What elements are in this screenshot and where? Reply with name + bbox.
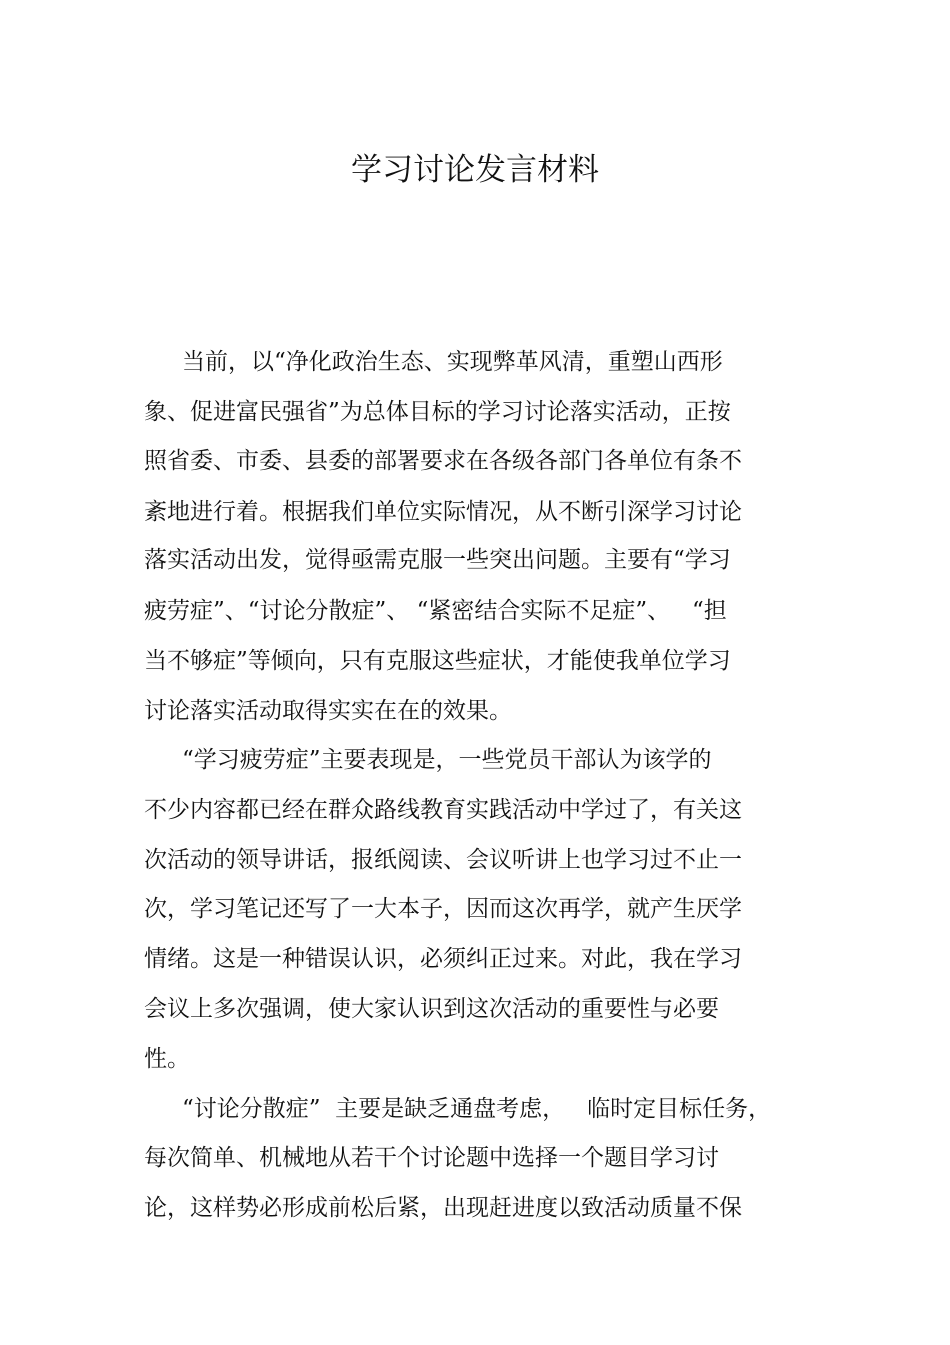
body-line: 当不够症”等倾向，只有克服这些症状，才能使我单位学习 [144, 648, 731, 674]
body-line: 次活动的领导讲话，报纸阅读、会议听讲上也学习过不止一 [144, 847, 742, 873]
body-line: “讨论分散症” 主要是缺乏通盘考虑， 临时定目标任务， [182, 1096, 772, 1122]
body-line: 会议上多次强调，使大家认识到这次活动的重要性与必要 [144, 996, 719, 1022]
body-line: 照省委、市委、县委的部署要求在各级各部门各单位有条不 [144, 448, 742, 474]
body-line: 论，这样势必形成前松后紧，出现赶进度以致活动质量不保 [144, 1195, 742, 1221]
body-line: 疲劳症”、“讨论分散症”、 “紧密结合实际不足症”、 “担 [144, 598, 727, 624]
body-line: 每次简单、机械地从若干个讨论题中选择一个题目学习讨 [144, 1145, 719, 1171]
body-line: 不少内容都已经在群众路线教育实践活动中学过了，有关这 [144, 797, 742, 823]
body-line: 次，学习笔记还写了一大本子，因而这次再学，就产生厌学 [144, 896, 742, 922]
body-line: “学习疲劳症”主要表现是，一些党员干部认为该学的 [182, 747, 712, 773]
document-title: 学习讨论发言材料 [351, 152, 599, 188]
body-line: 讨论落实活动取得实实在在的效果。 [144, 698, 512, 724]
body-line: 象、促进富民强省”为总体目标的学习讨论落实活动，正按 [144, 399, 731, 425]
body-line: 落实活动出发，觉得亟需克服一些突出问题。主要有“学习 [144, 547, 731, 573]
body-line: 性。 [144, 1046, 190, 1072]
body-line: 紊地进行着。根据我们单位实际情况，从不断引深学习讨论 [144, 499, 742, 525]
body-line: 情绪。这是一种错误认识，必须纠正过来。对此，我在学习 [144, 946, 742, 972]
body-line: 当前，以“净化政治生态、实现弊革风清，重塑山西形 [182, 349, 723, 375]
